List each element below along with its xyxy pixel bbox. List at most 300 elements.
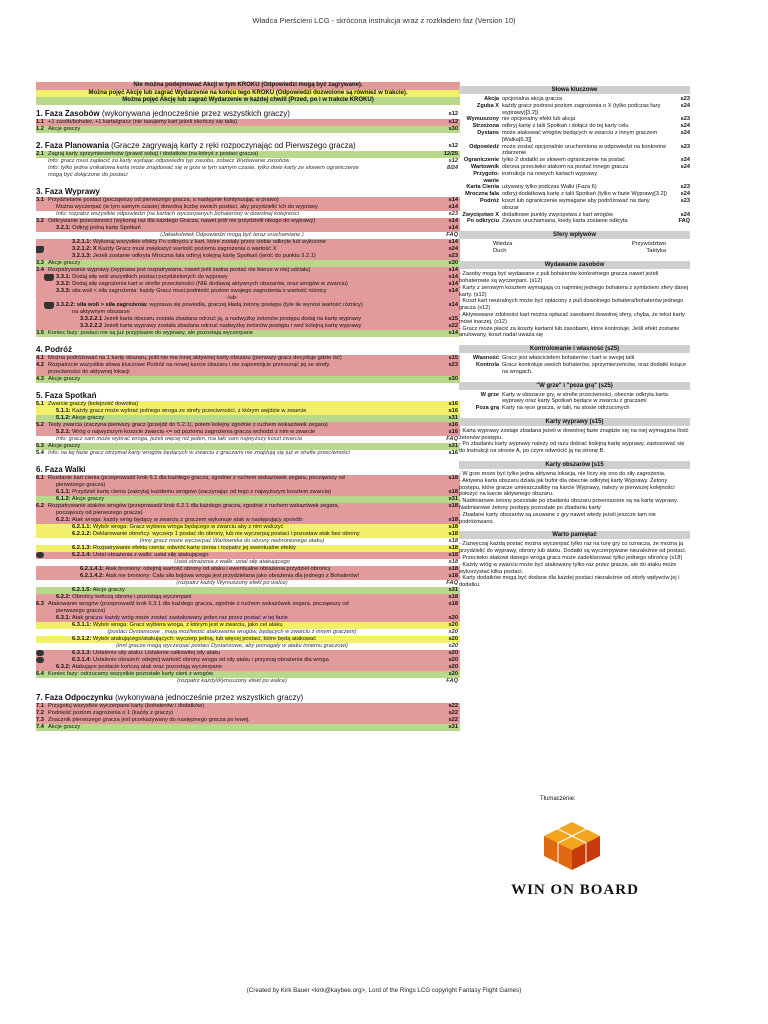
phase3-heading [36, 187, 460, 197]
row-num: 3.2.1.1: [72, 238, 92, 245]
keywords-header: Słowa kluczowe [459, 86, 690, 94]
row-page: s31 [448, 723, 458, 730]
row-num: 6.3.1: [56, 614, 71, 621]
control-item [459, 362, 690, 376]
control-header: Kontrolowanie i własność (s25) [459, 345, 690, 353]
keyword-item-term: Mroczna fala [465, 191, 499, 198]
row-num: 6.3.1.4: [72, 656, 92, 663]
row-text: Przydziel kartę cienia (zakrytą) każdemu wrogowi (zaczynając od tego z najwyższym kosztem zwarcia) [72, 488, 332, 495]
spheres-row [459, 248, 690, 255]
row-text: Atakujące postacie kończą atak oraz pozostają wyczerpane [71, 663, 222, 670]
row-page: s16 [448, 449, 458, 456]
phase6-row [36, 531, 460, 538]
spheres-row [459, 241, 690, 248]
resource-note: - Zasoby mogą być wydawane z puli bohaterów konkretnego gracza nawet jeżeli bohaterowie są wyczerpani. (s12) [459, 271, 659, 284]
row-text: Wybór atakującego/atakujących: wyczerp jedną, lub więcej postaci, które będą atakować [92, 635, 317, 642]
row-num: 6.2.1.5: [72, 586, 92, 593]
row-text: Rozpatrzcie wszystkie słowa kluczowe Podróż na nowej karcie obszaru i nie zapomnijcie przesunąć jej ze strefy [48, 361, 330, 368]
remember-note: - Każdy wróg w zwarciu może być atakowany tylko raz przez gracza, ale do ataku może wykorzystać kilka postaci. [459, 561, 677, 575]
row-text: (inny gracz może wyczerpać Wartownika do obrony niebronionego ataku) [139, 537, 325, 544]
row-num: 3.2.1.2: X [72, 245, 97, 252]
row-page: s20 [448, 621, 458, 628]
row-page: s24 [448, 245, 458, 252]
resource-note: - Gracz może płacić za koszty kartami lub zasobami, które kontroluje. Jeśli efekt zostanie anulowany, koszt nadal uważa się [459, 325, 680, 339]
row-num: 6.3.1.2: [72, 635, 92, 642]
row-text: siła woli < siła zagrożenia: każdy Gracz musi podnieść poziom swojego zagrożenia o wartość różnicy [72, 287, 327, 294]
keyword-item-page: s24 [680, 211, 690, 218]
keyword-item-desc: nie opcjonalny efekt lub akcja [502, 116, 576, 123]
row-page: s18 [448, 593, 458, 600]
keyword-item [459, 144, 690, 158]
row-text: Jeżeli karta obszaru została zbadana odrzuć ją, a nadwyżkę żetonów postępu dodaj na kartę wyprawy [103, 315, 362, 322]
phase7-heading [36, 693, 460, 703]
doom-icon [36, 246, 44, 253]
row-text: Koniec fazy: odrzucamy wszystkie pozostałe karty cieni z wrogów [48, 670, 214, 677]
row-text: Koniec fazy: postaci nie są już przypisane do wyprawy, ale pozostają wyczerpane [48, 329, 254, 336]
keyword-item-term: Wymuszony [466, 116, 499, 123]
keyword-item [459, 198, 690, 212]
row-num: 6.2.1.4.1: [80, 565, 105, 572]
phase5-row [36, 415, 460, 422]
keyword-item-page: s24 [680, 129, 690, 136]
row-page: s18 [448, 572, 458, 579]
row-page: s14 [448, 301, 458, 308]
phase2-title: 2. Faza Planowania [36, 140, 109, 150]
phase6-row [36, 601, 460, 608]
sphere-leadership: Przywództwo [631, 241, 666, 248]
control-item-desc: Gracz jest właścicielem bohaterów i kart w swojej talii [502, 355, 635, 362]
row-num: 4.1 [36, 354, 44, 361]
row-text: Przydzielanie postaci (począwszy od pierwszego gracza, a następnie kontynuując w prawo) [48, 196, 279, 203]
sphere-spirit: Duch [493, 248, 507, 255]
ingame-header: "W grze" i "poza grą" (s25) [459, 382, 690, 390]
keyword-item-desc: instrukcje na nowych kartach wyprawy [502, 170, 598, 177]
keyword-item [459, 212, 690, 219]
row-page: FAQ [446, 677, 458, 684]
row-page: s22 [448, 709, 458, 716]
row-page: FAQ [446, 435, 458, 442]
phase3-row [36, 225, 460, 232]
row-page: s31 [448, 414, 458, 421]
keyword-item-desc: tylko 2 dodatki ze słowem ograniczenie na postać [502, 157, 625, 164]
row-num: 7.4 [36, 723, 44, 730]
row-page: s14 [448, 266, 458, 273]
row-page: s23 [448, 361, 458, 368]
reference-column [459, 86, 690, 589]
phase6-row [36, 643, 460, 650]
keyword-item-term: Ograniczenie [463, 157, 499, 164]
resource-note: - Aktywowane zdolności kart można opłacać zasobami dowolnej sfery, chyba, że tekst karty mówi inaczej. (s12) [459, 311, 685, 325]
keyword-item-desc: obrona przeciwko atakom na postać innego gracza [502, 163, 629, 170]
keyword-item [459, 103, 690, 117]
phase4-row [36, 369, 460, 376]
row-num: 6.2.1.4: [72, 551, 92, 558]
phase6-row [36, 622, 460, 629]
row-num: 7.3 [36, 716, 44, 723]
phase3-row [36, 274, 460, 281]
phase6-row [36, 545, 460, 552]
phase5-row [36, 401, 460, 408]
control-item [459, 355, 690, 362]
row-text: Rozpatrywanie ataków wrogów (przeprowadź krok 6.2.1 dla każdego gracza, zgodnie z ruchem wskazówek zegara, [48, 502, 340, 509]
phase6-row [36, 580, 460, 587]
quest-note: - Karta wyprawy zostaje zbadana jeżeli w dowolnej fazie znajdzie się na niej wymagana ilość żetonów postępu. [459, 427, 689, 441]
keyword-item [459, 157, 690, 164]
keywords-list [459, 96, 690, 225]
row-text: Testy zwarcia (zaczyna pierwszy gracz (przejdź do 5.2.1), potem kolejny zgodnie z ruchem wskazówek zegara) [48, 421, 328, 428]
row-page: s14 [448, 224, 458, 231]
keyword-item-page: s23 [680, 96, 690, 102]
row-text: Każdy Gracz musi zwiększyć wartość poziomu zagrożenia o wartość X [98, 245, 277, 252]
row-text: Atak gracza: każdy wróg może zostać zaatakowany jeden raz przez postać w tej fazie [71, 614, 288, 621]
phase6-row [36, 664, 460, 671]
phase2-page: s12 [448, 142, 458, 149]
location-note: - Aktywna karta obszaru działa jak bufor dla obecnie odkrytej karty Wyprawy. Żetony postępu, które gracze umieszczalliby na karcie Wyprawy, należy w pierwszej kolejności położyć na karcie aktywnego obszaru. [459, 477, 675, 498]
keyword-item-desc: może zostać opcjonalnie uruchomiona w odpowiedzi na konkretne zdarzenie [502, 143, 667, 157]
row-page: s16 [448, 407, 458, 414]
row-page: s15 [448, 315, 458, 322]
phase6-row [36, 671, 460, 678]
row-page: s20 [448, 670, 458, 677]
row-text: Atak nie broniony: Cała siła bojowa wroga jest przydzielana jako obrażenia dla jednego z Bohaterów! [105, 572, 360, 579]
phase6-row [36, 510, 460, 517]
row-page: s20 [448, 628, 458, 635]
phase3-row [36, 267, 460, 274]
willpower-icon [44, 274, 54, 281]
ingame-item [459, 392, 690, 406]
row-page: s14 [448, 329, 458, 336]
phase6-row [36, 503, 460, 510]
phase6-row [36, 524, 460, 531]
phase7-row [36, 724, 460, 731]
row-page: s14 [448, 273, 458, 280]
row-text: Wykonaj wszystkie efekty Po odkryciu z kart, które zostały przez ciebie odkryte lub wyłożone [92, 238, 326, 245]
phase1-page: s12 [448, 110, 458, 117]
row-num: 3.3.2.2.1 [80, 315, 103, 322]
location-note: - Zbadane karty obszarów są usuwane z gry nawet wtedy jeżeli jeszcze tam nie podróżowano. [459, 511, 656, 525]
row-page: s31 [448, 442, 458, 449]
row-num: 6.3.2: [56, 663, 71, 670]
phase6-row [36, 636, 460, 643]
row-num: 6.2.1.1: [72, 523, 92, 530]
row-text: Rozpatrywanie efektu cienia: odwróć kartę cienia i rozpatrz jej ewentualne efekty [92, 544, 296, 551]
phase6-row [36, 587, 460, 594]
keyword-item-desc: każdy gracz podnosi poziom zagrożenia o X (tylko podczas fazy wyprawy)[3.2]) [502, 102, 661, 116]
remember-list [459, 541, 690, 589]
progress-icon [44, 302, 54, 309]
keyword-item-desc: może atakować wrogów będących w zwarciu z innym graczem [Walka[6.3]] [502, 129, 658, 143]
row-text: (rozpatrz każdyWymuszony efekt po walce) [177, 677, 287, 684]
keyword-item-page: s24 [680, 191, 690, 198]
row-num: 5.1.2: [56, 414, 71, 421]
row-text: Obrońcy kończą obronę i pozostają wyczerpani [72, 593, 192, 600]
row-text: mogą być dołączone do postaci [48, 171, 128, 178]
remember-header: Warto pamiętać [459, 531, 690, 539]
phase7-subtitle: (wykonywana jednocześnie przez wszystkich graczy) [115, 692, 304, 702]
location-note: - W grze może być tylko jedna aktywna lokacja, nie liczy się ono do siły zagrożenia. [459, 471, 666, 478]
keyword-item-page [668, 171, 690, 185]
row-page: s18 [448, 537, 458, 544]
phase5-row [36, 436, 460, 443]
keyword-item-term: Dystans [477, 129, 499, 136]
keyword-item-page: FAQ [678, 218, 690, 225]
row-text: Wybór wroga: Gracz wybiera wroga, z którym jest w zwarciu, jako cel ataku [92, 621, 283, 628]
phase3-row [36, 316, 460, 323]
row-page: s20 [448, 663, 458, 670]
row-page: s16 [448, 421, 458, 428]
keyword-item-term: Karta Cienia [466, 184, 499, 191]
row-text: pierwszego gracza) [56, 607, 106, 614]
phase4-heading [36, 345, 460, 355]
sphere-tactics: Taktyka [646, 248, 666, 255]
row-num: 3.3.3: [56, 287, 71, 294]
row-page: s30 [448, 259, 458, 266]
row-num: 6.3 [36, 600, 44, 607]
phase3-row [36, 309, 460, 316]
location-note: - Nadmiarowe żetony pozostałe po zbadaniu obszaru przenoszone są na kartę wyprawy. Nadmiarowe żetony postępy pozostałe po zbadaniu karty [459, 498, 679, 512]
keyword-item-page: s24 [680, 102, 690, 109]
row-num: 3.3.1: [56, 273, 71, 280]
keyword-item-term: Podróż [480, 197, 499, 204]
row-num: 4.2 [36, 361, 44, 368]
keyword-item-page: s24 [680, 123, 690, 130]
translation-label: Tłumaczenie: [540, 796, 576, 802]
row-text: (Jakiekolwiek Odpowiedzi mogą być teraz uruchamiane ) [160, 231, 304, 238]
row-num: 5.1 [36, 400, 44, 407]
row-num: 7.2 [36, 709, 44, 716]
row-text: Każdy gracz może wybrać jednego wroga ze strefy przeciwności, z którym wejdzie w zwarcie [72, 407, 307, 414]
control-item-term: Kontrola [476, 361, 499, 368]
phase3-row [36, 281, 460, 288]
sphere-lore: Wiedza [493, 241, 513, 248]
keyword-item-term: Przygoto-wanie [473, 170, 499, 184]
control-item-term: Własność [472, 355, 499, 362]
row-page: s16 [448, 428, 458, 435]
row-text: Ustal obrażenia z walki: ustal siłę atakującego [174, 558, 290, 565]
keyword-item-term: Zguba X [476, 102, 499, 109]
row-text: Jeżeli zostanie odkryta Mroczna fala odkryj kolejną kartę Spotkań (wróć do punktu 3.2.1) [92, 252, 316, 259]
keyword-item-desc: odkryj kartę z talii Spotkań i dołącz do tej karty celu [502, 123, 629, 130]
phase2-row [36, 165, 460, 172]
row-page: s20 [448, 642, 458, 649]
row-num: 3.5 [36, 329, 44, 336]
row-page: s22 [448, 322, 458, 329]
keyword-item-page: s23 [680, 197, 690, 204]
row-num: 6.4 [36, 670, 44, 677]
phase6-row [36, 517, 460, 524]
row-text: (rozpatrz każdy Wymuszony efekt po walce) [176, 579, 288, 586]
quest-list [459, 428, 690, 455]
row-page: FAQ [446, 579, 458, 586]
row-page: s18 [448, 544, 458, 551]
phase1-subtitle: (wykonywana jednocześnie przez wszystkich graczy) [101, 108, 290, 118]
row-text: Podnieść poziom zagrożenia o 1 (każdy z graczy) [48, 709, 174, 716]
resource-note: - Koszt kart neutralnych może być opłacony z puli dowolnego bohatera/bohaterów jednego gracza (s12) [459, 298, 684, 312]
phase6-row [36, 559, 460, 566]
keyword-item-term: Po odkryciu [466, 218, 499, 225]
ingame-item-term: Poza grą [475, 405, 499, 412]
row-page: s12 [448, 157, 458, 164]
row-page: s20 [448, 635, 458, 642]
logo-text: WIN ON BOARD [511, 882, 639, 898]
row-num: 6.2.1: [56, 516, 71, 523]
row-text: Rozdanie kart cienia (przeprowadź krok 6.1 dla każdego gracza, zgodnie z ruchem wskazówek zegara, począwszy od [48, 474, 345, 481]
row-text: wyprawa się powiodła, graczej kładą żetony postępu (tyle ile wynosi wartość różnicy) [149, 301, 363, 308]
row-page: s30 [448, 125, 458, 132]
phase3-row [36, 302, 460, 309]
phase6-row [36, 657, 460, 664]
keyword-item-term: Wartownik [470, 163, 499, 170]
row-page: s18 [448, 551, 458, 558]
row-text: na aktywnym obszarze [72, 308, 130, 315]
row-text: Można podróżować na 1 kartę obszaru, jeśli nie ma innej aktywnej karty obszaru (pierwszy gracz decyduje gdzie iść) [48, 354, 342, 361]
phase1-heading [36, 109, 460, 119]
phase5-row [36, 450, 460, 457]
control-item-desc: Gracz kontroluje swoich bohaterów, sprzymierzeńców, oraz dodatki leżące na wrogach. [502, 361, 687, 375]
row-num: 5.2.1: [56, 428, 71, 435]
phase2-row [36, 158, 460, 165]
defense-icon [36, 657, 44, 663]
row-page: s14 [448, 280, 458, 287]
row-text: Przygotuj wszystkie wyczerpane karty (bohaterów i dodatków) [48, 702, 205, 709]
phase3-row [36, 330, 460, 337]
row-text: Info: na tej fazie gracz otrzymał karty wrogów będących w zwarciu z graczami nie znajdują się już w strefie przeciwności [48, 449, 350, 456]
resource-note: - Karty z zerowym kosztem wymagają co najmniej jednego bohatera z symbolem sfery danej karty. (s12) [459, 284, 689, 298]
phase3-row [36, 197, 460, 204]
row-text: Atak wroga: każdy wróg będący w zwarciu z graczem wykonuje atak w następujący sposób: [71, 516, 304, 523]
phase3-row [36, 253, 460, 260]
page-title: Władca Pierścieni LCG - skrócona instrukcja wraz z rozkładem faz (Version 10) [252, 16, 516, 25]
row-page: s18 [448, 523, 458, 530]
resources-list [459, 271, 690, 339]
resources-header: Wydawanie zasobów [459, 261, 690, 269]
phase2-row [36, 151, 460, 158]
keyword-item-page: s23 [680, 143, 690, 150]
attack-icon [36, 552, 44, 558]
row-text: Odkryj jedną kartę Spotkań [72, 224, 141, 231]
row-num: 7.1 [36, 702, 44, 709]
row-num: 3.3.2: [56, 280, 71, 287]
phase3-row [36, 218, 460, 225]
row-text: Wybór wroga: Gracz wybiera wroga będącego w zwarciu aby z nim walczyć [92, 523, 284, 530]
phase6-row [36, 608, 460, 615]
keyword-item-term: Akcja [484, 96, 499, 102]
keyword-item-desc: opcjonalna akcja gracza [502, 96, 563, 102]
phase2-row [36, 172, 460, 179]
row-page: s30 [448, 375, 458, 382]
phase5-row [36, 408, 460, 415]
keyword-item [459, 191, 690, 198]
ingame-item-term: W grze [480, 391, 499, 398]
legend-yellow: Można pojęć Akcję lub zagrać Wydarzenie na końcu tego KROKU (Odpowiedzi dozwolone są również w trakcie). [36, 90, 460, 98]
phase1-row [36, 126, 460, 133]
row-page: FAQ [446, 231, 458, 238]
row-num: 3.1 [36, 196, 44, 203]
keyword-item-desc: Zawsze uruchamiana, kiedy karta zostanie odkryta [502, 218, 628, 225]
ingame-item-desc: Karty na ręce gracza, w talii, na stosie odrzuconych [502, 405, 630, 412]
row-text: Akcje graczy [71, 495, 105, 502]
keyword-item [459, 218, 690, 225]
row-page: s20 [448, 614, 458, 621]
phase3-row [36, 211, 460, 218]
keyword-item [459, 96, 690, 103]
ingame-list [459, 392, 690, 412]
row-page: s14 [448, 217, 458, 224]
phase6-row [36, 615, 460, 622]
keyword-item-page: s23 [680, 116, 690, 123]
phase6-row [36, 475, 460, 482]
phase6-row [36, 650, 460, 657]
keyword-item [459, 171, 690, 185]
row-text: Ustalenie obrażeń: odejmij wartość obrony wroga od siły ataku i przyznaj obrażenia dla wroga [92, 656, 329, 663]
row-text: Info: tylko jedna unikatowa karta może znajdować się w grze w tym samym czasie, tylko dwie karty ze słowem ograniczenie [48, 164, 359, 171]
phase3-row [36, 246, 460, 253]
row-num: 1.1 [36, 118, 44, 125]
row-text: Akcje graczy [48, 723, 81, 730]
row-num: 6.1 [36, 474, 44, 481]
phase3-row [36, 295, 460, 302]
phase6-row [36, 538, 460, 545]
keyword-item-term: Odpowiedź [469, 143, 499, 150]
row-text: Rozpatrywanie wyprawy (wyprawa jest rozpatrywana, nawet jeśli żadna postać nie bierze w niej udziału) [48, 266, 311, 273]
row-page: s18 [448, 565, 458, 572]
ingame-item [459, 405, 690, 412]
row-text: Atak broniony: odejmij wartość obrony od ataku i ewentualne obrażenia przydziel obrońcy [105, 565, 331, 572]
phase1-title: 1. Faza Zasobów [36, 108, 100, 118]
phase2-heading [36, 141, 460, 151]
row-num: 3.4 [36, 266, 44, 273]
row-num: 6.3.1.1: [72, 621, 92, 628]
row-page: s14 [448, 287, 458, 294]
row-text: Ustal obrażenia z walki: ustal siłę atakującego [92, 551, 209, 558]
row-text: Jeżeli karta wyprawy została zbadana odrzuć nadwyżkę żetonów postępu i weź kolejną kartę wyprawy [103, 322, 362, 329]
row-text: (inni gracze mogą wyczerpać postaci Dystansowe, aby pomagały w ataku innemu graczowi) [116, 642, 348, 649]
row-num: 5.3 [36, 442, 44, 449]
legend-red: Nie można podejmować Akcji w tym KROKU (Odpowiedzi mogą być zagrywane). [36, 82, 460, 90]
keyword-item [459, 164, 690, 171]
keyword-item-term: Zwycięstwo X [462, 211, 499, 218]
row-text: pierwszego gracza) [56, 481, 106, 488]
row-page: s18 [448, 474, 458, 481]
keyword-item-desc: dodatkowe punkty zwycięstwa z kart wrogów [502, 211, 613, 218]
row-text: Atakowanie wrogów (przeprowadź krok 6.3.1 dla każdego gracza, zgodnie z ruchem wskazówek zegara, począwszy od [48, 600, 349, 607]
phase5-row [36, 422, 460, 429]
phases-column [36, 82, 460, 731]
row-text: Znacznik pierwszego gracza jest przekazywany do następnego gracza po lewej. [48, 716, 250, 723]
row-text: Akcje graczy [92, 586, 125, 593]
row-text: +1 zasób/bohater, +1 karta/gracz (nie tasujemy kart jeżeli skończy się talia) [48, 118, 238, 125]
row-num: 6.1.2: [56, 495, 71, 502]
phase7-row [36, 703, 460, 710]
phase3-row [36, 232, 460, 239]
phase3-row [36, 288, 460, 295]
row-num: 6.1.1: [56, 488, 71, 495]
location-list [459, 471, 690, 525]
row-num: 2.1 [36, 150, 44, 157]
location-header: Karty obszarów (s15 [459, 461, 690, 469]
row-text: Info: gracz musi zapłacić za karty wydając odpowiedni typ zasobu, zobacz Wydawanie zasobów [48, 157, 290, 164]
row-num: 6.2.1.2: [72, 530, 92, 537]
row-page: s18 [448, 488, 458, 495]
phase6-row [36, 678, 460, 685]
keyword-item-page: s24 [680, 157, 690, 164]
legend-green: Można pojęć Akcję lub zagrać Wydarzenie w każdej chwili (Przed, po i w trakcie KROKU) [36, 97, 460, 105]
phase1-row [36, 119, 460, 126]
row-text: -lub- [226, 294, 238, 301]
phase4-title: 4. Podróż [36, 344, 73, 354]
row-text: Dodaj siłę woli wszystkich postaci przydzielonych do wyprawy [72, 273, 228, 280]
row-text: Akcje graczy [48, 375, 81, 382]
